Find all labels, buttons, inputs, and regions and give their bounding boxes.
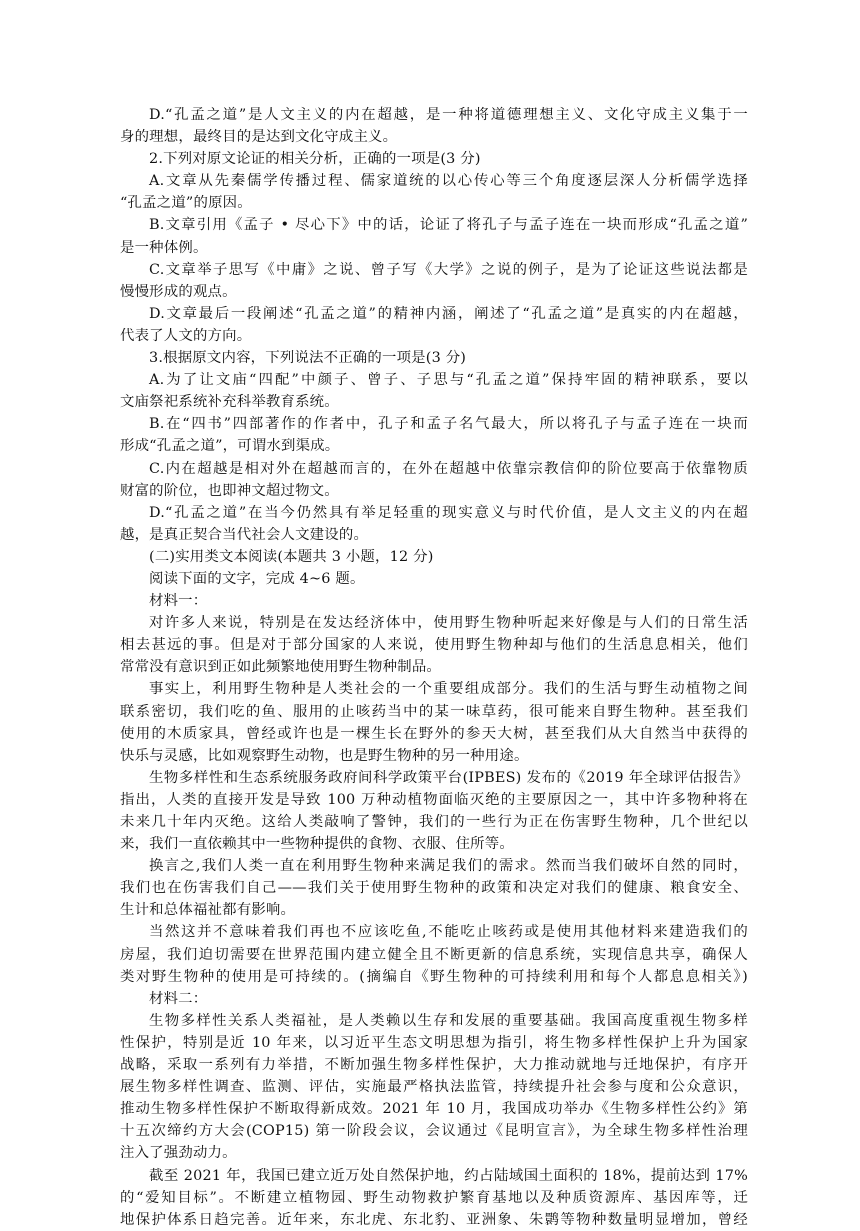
text-line: 的“爱知目标”。不断建立植物园、野生动物救护繁育基地以及种质资源库、基因库等，迁 bbox=[120, 1189, 748, 1206]
text-line: 指出，人类的直接开发是导致 100 万种动植物面临灭绝的主要原因之一，其中许多物种将在 bbox=[120, 791, 748, 808]
text-line: (二)实用类文本阅读(本题共 3 小题，12 分) bbox=[149, 548, 434, 565]
text-line: 联系密切，我们吃的鱼、服用的止咳药当中的某一味草药，很可能来自野生物种。甚至我们 bbox=[120, 703, 748, 720]
text-line: 注入了强劲动力。 bbox=[120, 1145, 237, 1162]
text-line: 性保护，特别是近 10 年来，以习近平生态文明思想为指引，将生物多样性保护上升为国家 bbox=[120, 1034, 748, 1051]
text-line: 当然这并不意味着我们再也不应该吃鱼,不能吃止咳药或是使用其他材料来建造我们的 bbox=[149, 924, 748, 941]
text-line: 材料二： bbox=[149, 990, 208, 1007]
text-line: D.文章最后一段阐述“孔孟之道”的精神内涵，阐述了“孔孟之道”是真实的内在超越， bbox=[149, 305, 748, 322]
text-line: 生物多样性和生态系统服务政府间科学政策平台(IPBES) 发布的《2019 年全球评估报告》 bbox=[149, 769, 748, 786]
text-line: A.文章从先秦儒学传播过程、儒家道统的以心传心等三个角度逐层深人分析儒学选择 bbox=[149, 173, 748, 190]
text-line: 阅读下面的文字，完成 4~6 题。 bbox=[149, 570, 365, 587]
text-line: 展生物多样性调查、监测、评估，实施最严格执法监管，持续提升社会参与度和公众意识， bbox=[120, 1079, 748, 1096]
text-line: 地保护体系日趋完善。近年来，东北虎、东北豹、亚洲象、朱鹮等物种数量明显增加，曾经 bbox=[120, 1211, 748, 1228]
text-line: 生物多样性关系人类福祉，是人类赖以生存和发展的重要基础。我国高度重视生物多样 bbox=[149, 1012, 748, 1029]
text-line: 我们也在伤害我们自己——我们关于使用野生物种的政策和决定对我们的健康、粮食安全、 bbox=[120, 880, 748, 897]
text-line: C.内在超越是相对外在超越而言的，在外在超越中依靠宗教信仰的阶位要高于依靠物质 bbox=[149, 460, 748, 477]
text-line: 推动生物多样性保护不断取得新成效。2021 年 10 月，我国成功举办《生物多样性公约》第 bbox=[120, 1101, 748, 1118]
text-line: 十五次缔约方大会(COP15) 第一阶段会议，会议通过《昆明宣言》，为全球生物多样性治理 bbox=[120, 1123, 748, 1140]
text-line: C.文章举子思写《中庸》之说、曾子写《大学》之说的例子，是为了论证这些说法都是 bbox=[149, 261, 748, 278]
text-line: 财富的阶位，也即神文超过物文。 bbox=[120, 482, 339, 499]
text-line: 3.根据原文内容，下列说法不正确的一项是(3 分) bbox=[149, 350, 467, 367]
text-line: A.为了让文庙“四配”中颜子、曾子、子思与“孔孟之道”保持牢固的精神联系，要以 bbox=[149, 372, 748, 389]
text-line: D.“孔孟之道”是人文主义的内在超越，是一种将道德理想主义、文化守成主义集于一 bbox=[149, 107, 748, 123]
text-line: 生计和总体福祉都有影响。 bbox=[120, 902, 296, 919]
text-line: 事实上，利用野生物种是人类社会的一个重要组成部分。我们的生活与野生动植物之间 bbox=[149, 681, 748, 698]
text-line: B.文章引用《孟子 • 尽心下》中的话，论证了将孔子与孟子连在一块而形成“孔孟之道” bbox=[149, 217, 748, 234]
text-line: 未来几十年内灭绝。这给人类敲响了警钟，我们的一些行为正在伤害野生物种，几个世纪以 bbox=[120, 814, 748, 830]
text-line: 是一种体例。 bbox=[120, 239, 208, 256]
text-line: 截至 2021 年，我国已建立近万处自然保护地，约占陆域国土面积的 18%，提前达到 17% bbox=[149, 1167, 748, 1184]
text-line: 越，是真正契合当代社会人文建设的。 bbox=[120, 526, 369, 543]
text-line: D.“孔孟之道”在当今仍然具有举足轻重的现实意义与时代价值，是人文主义的内在超 bbox=[149, 504, 748, 521]
text-line: 快乐与灵感，比如观察野生动物，也是野生物种的另一种用途。 bbox=[120, 747, 529, 764]
text-line: “孔孟之道”的原因。 bbox=[120, 195, 252, 212]
text-line: 慢慢形成的观点。 bbox=[120, 283, 237, 300]
text-line: 形成“孔孟之道”，可谓水到渠成。 bbox=[120, 438, 340, 455]
text-line: 换言之,我们人类一直在利用野生物种来满足我们的需求。然而当我们破坏自然的同时， bbox=[149, 858, 748, 875]
text-line: 代表了人文的方向。 bbox=[120, 327, 252, 344]
text-line: 2.下列对原文论证的相关分析，正确的一项是(3 分) bbox=[149, 151, 481, 168]
text-line: 材料一： bbox=[149, 593, 208, 610]
text-line: 身的理想，最终目的是达到文化守成主义。 bbox=[120, 129, 398, 146]
text-line: 使用的木质家具，曾经或许也是一棵生长在野外的参天大树，甚至我们从大自然当中获得的 bbox=[120, 725, 748, 742]
text-line: 战略，采取一系列有力举措，不断加强生物多样性保护，大力推动就地与迁地保护，有序开 bbox=[120, 1057, 748, 1074]
text-line: 对许多人来说，特别是在发达经济体中，使用野生物种听起来好像是与人们的日常生活 bbox=[149, 615, 748, 632]
text-line: 文庙祭祀系统补充科举教育系统。 bbox=[120, 394, 339, 411]
text-line: 房屋，我们迫切需要在世界范围内建立健全且不断更新的信息系统，实现信息共享，确保人 bbox=[120, 946, 748, 963]
text-line: 来，我们一直依赖其中一些物种提供的食物、衣服、住所等。 bbox=[120, 836, 514, 853]
text-line: 类对野生物种的使用是可持续的。(摘编自《野生物种的可持续利用和每个人都息息相关》) bbox=[120, 968, 748, 985]
text-line: 常常没有意识到正如此频繁地使用野生物种制品。 bbox=[120, 659, 441, 676]
text-line: 相去甚远的事。但是对于部分国家的人来说，使用野生物种却与他们的生活息息相关，他们 bbox=[120, 637, 748, 654]
text-line: B.在“四书”四部著作的作者中，孔子和孟子名气最大，所以将孔子与孟子连在一块而 bbox=[149, 416, 748, 433]
